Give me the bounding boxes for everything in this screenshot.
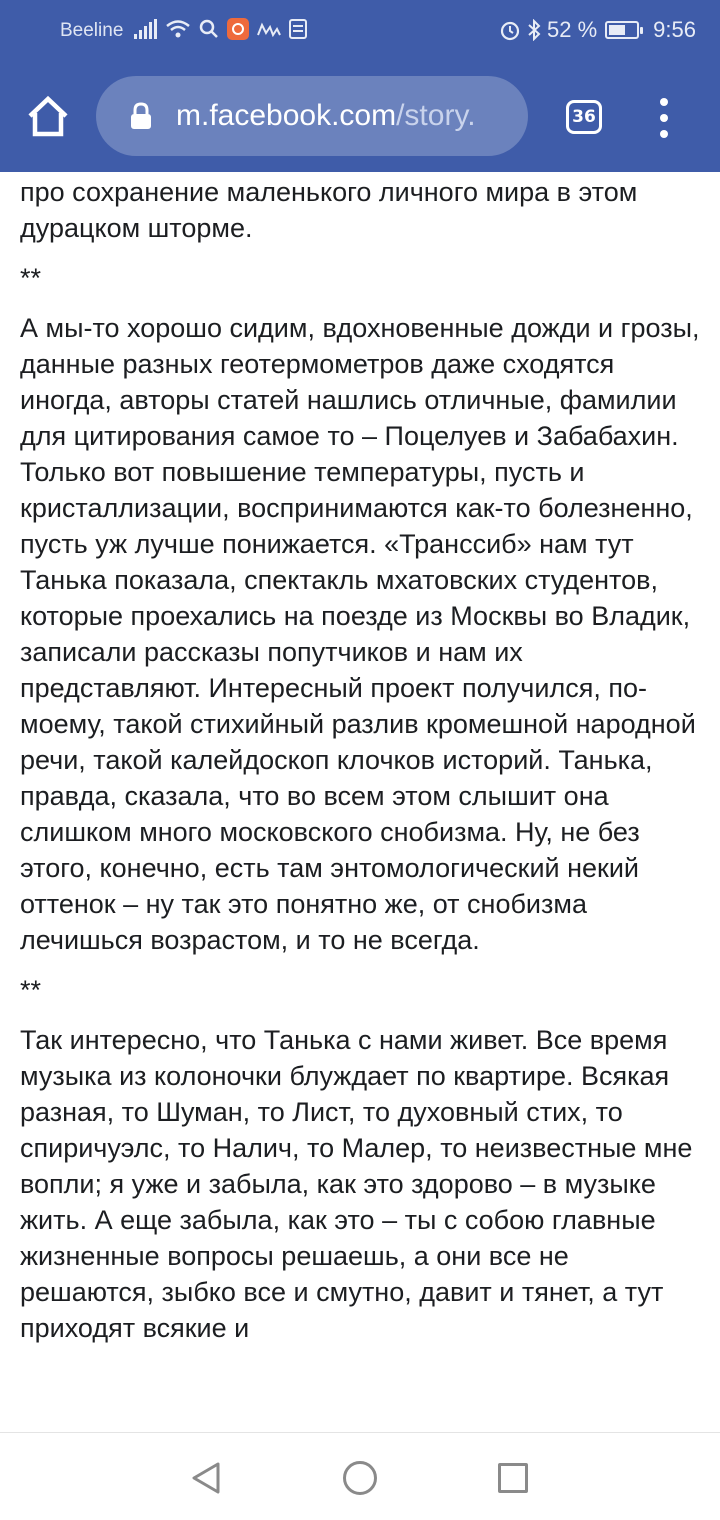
paragraph: Так интересно, что Танька с нами живет. Все время музыка из колоночки блуждает по квартире. Всякая разная, то Шуман, то Лист, то духовный стих, то спиричуэлс, то Налич, то Малер, то неизвестные мне вопли; я уже и забыла, как это здорово – в музыке жить. А еще забыла, как это – ты с собою главные жизненные вопросы решаешь, а они все не решаются, зыбко все и смутно, давит и тянет, а тут приходят всякие и [20, 1025, 693, 1343]
home-circle-icon[interactable] [343, 1461, 377, 1495]
more-menu-icon[interactable] [652, 98, 676, 138]
lock-icon [130, 102, 152, 130]
bluetooth-icon [527, 19, 541, 41]
storage-icon [289, 19, 307, 39]
clock: 9:56 [653, 17, 696, 42]
wifi-icon [165, 19, 191, 39]
alarm-icon [499, 19, 521, 41]
app-notification-icon-2 [257, 21, 281, 37]
status-icons-left [134, 18, 307, 40]
status-bar [0, 0, 720, 62]
home-icon[interactable] [24, 92, 72, 140]
address-bar-row [0, 74, 720, 158]
system-navigation-bar [0, 1432, 720, 1520]
back-icon[interactable] [190, 1461, 222, 1495]
search-icon [199, 19, 219, 39]
separator: ** [20, 975, 42, 1005]
separator: ** [20, 263, 42, 293]
battery-icon [605, 21, 639, 39]
url-host: m.facebook.com [176, 99, 397, 132]
address-bar[interactable] [96, 76, 528, 156]
url-path: /story. [396, 99, 476, 132]
paragraph: А мы-то хорошо сидим, вдохновенные дожди и грозы, данные разных геотермометров даже сходятся иногда, авторы статей нашлись отличные, фамилии для цитирования самое то – Поцелуев и Забабахин. Только вот повышение температуры, пусть и кристаллизации, воспринимаются как-то болезненно, пусть уж лучше понижается. «Транссиб» нам тут Танька показала, спектакль мхатовских студентов, которые проехались на поезде из Москвы во Владик, записали рассказы попутчиков и нам их представляют. Интересный проект получился, по-моему, такой стихийный разлив кромешной народной речи, такой калейдоскоп клочков историй. Танька, правда, сказала, что во всем этом слышит она слишком много московского снобизма. Ну, не без этого, конечно, есть там энтомологический некий оттенок – ну так это понятно же, от снобизма лечишься возрастом, и то не всегда. [20, 313, 700, 955]
story-text [20, 138, 710, 1346]
url-text[interactable] [176, 99, 476, 133]
carrier-name: Beeline [60, 20, 124, 41]
paragraph: про сохранение маленького личного мира в этом дурацком шторме. [20, 177, 638, 243]
app-notification-icon [227, 18, 249, 40]
battery-percentage: 52 % [547, 17, 598, 42]
recent-apps-icon[interactable] [498, 1463, 528, 1493]
tab-switcher-button[interactable]: 36 [566, 100, 602, 134]
browser-toolbar [0, 0, 720, 172]
status-icons-right [499, 17, 696, 43]
signal-icon [134, 19, 157, 39]
